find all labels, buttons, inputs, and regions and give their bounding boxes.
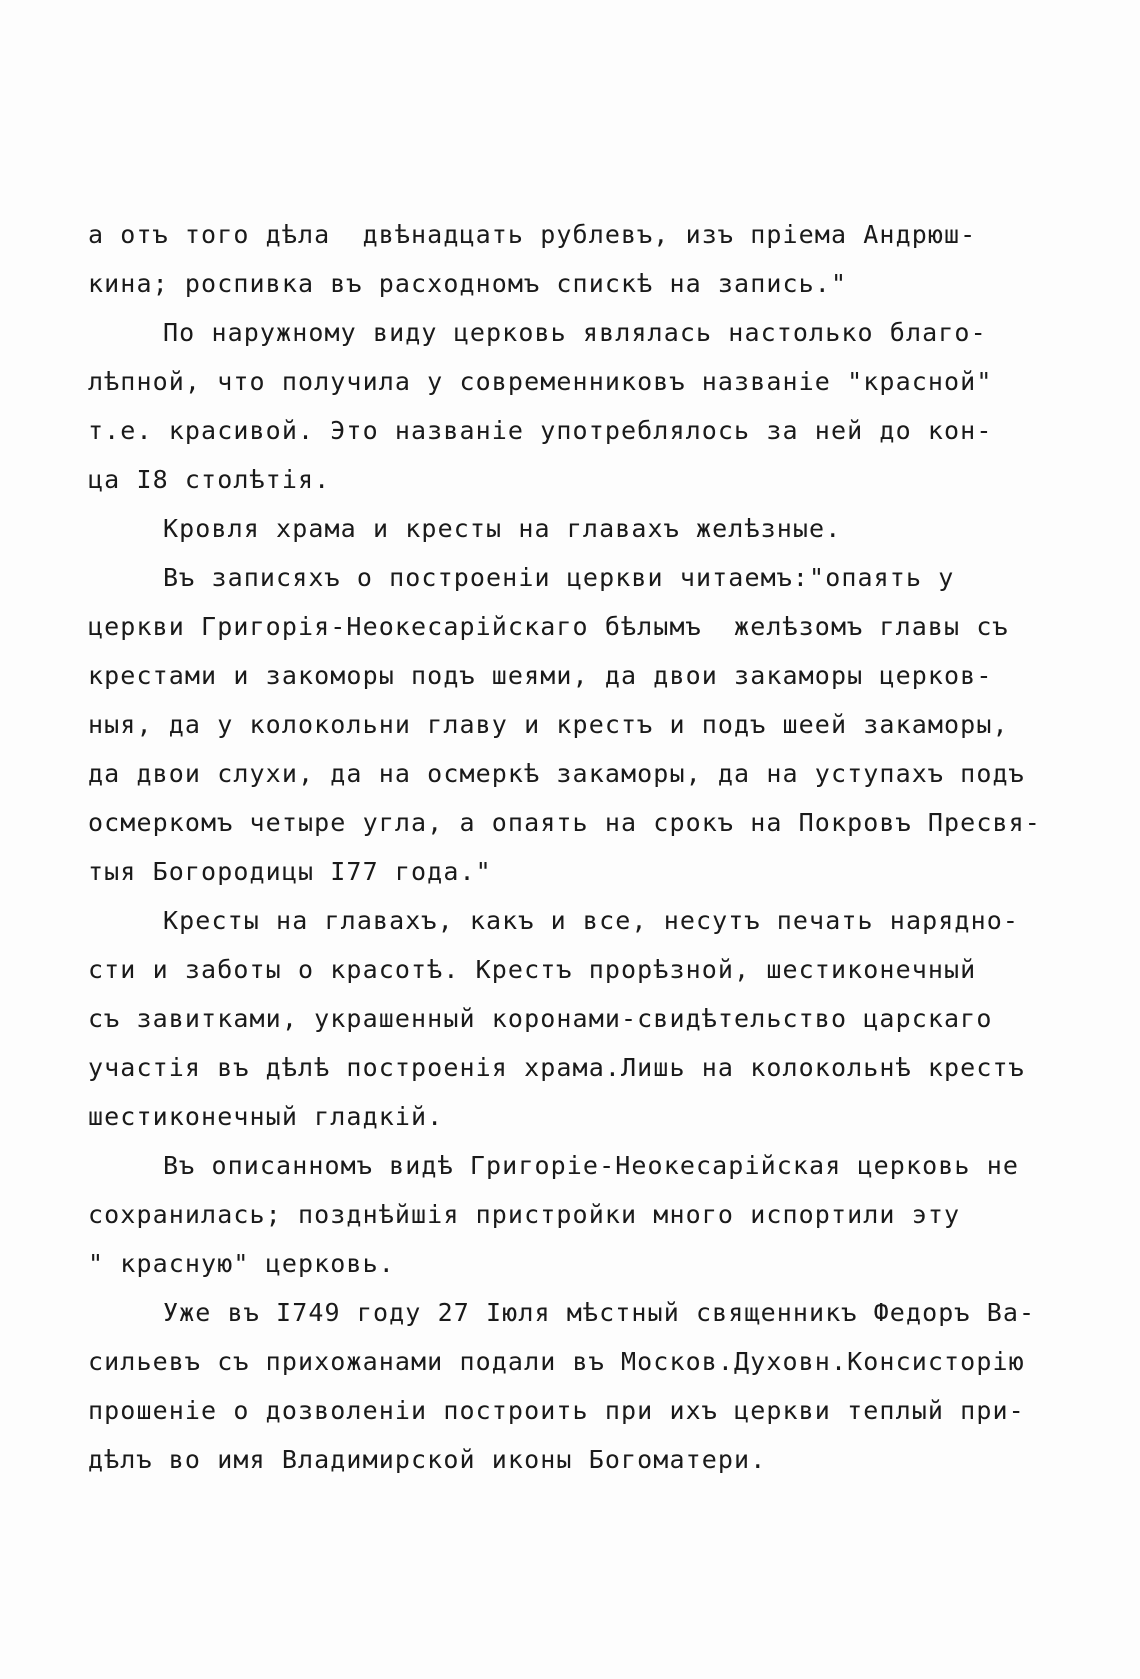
- text-line: осмеркомъ четыре угла, а опаять на срокъ на Покровъ Пресвя-: [88, 808, 1041, 837]
- text-line: Кровля храма и кресты на главахъ желѣзные.: [163, 514, 842, 543]
- text-line: сохранилась; позднѣйшія пристройки много испортили эту: [88, 1200, 961, 1229]
- text-line: Въ описанномъ видѣ Григоріе-Неокесарійская церковь не: [163, 1151, 1020, 1180]
- text-line: сильевъ съ прихожанами подали въ Москов.Духовн.Консисторію: [88, 1347, 1025, 1376]
- text-line: " красную" церковь.: [88, 1249, 395, 1278]
- text-line: да двои слухи, да на осмеркѣ закаморы, да на уступахъ подъ: [88, 759, 1025, 788]
- text-line: прошеніе о дозволеніи построить при ихъ церкви теплый при-: [88, 1396, 1025, 1425]
- document-body: [88, 210, 1068, 1484]
- text-line: участія въ дѣлѣ построенія храма.Лишь на колокольнѣ крестъ: [88, 1053, 1025, 1082]
- text-line: лѣпной, что получила у современниковъ названіе "красной": [88, 367, 993, 396]
- text-line: тыя Богородицы I77 года.": [88, 857, 492, 886]
- text-line: Въ записяхъ о построеніи церкви читаемъ:"опаять у: [163, 563, 955, 592]
- text-line: Уже въ I749 году 27 Іюля мѣстный священникъ Федоръ Ва-: [163, 1298, 1036, 1327]
- text-line: т.е. красивой. Это названіе употреблялось за ней до кон-: [88, 416, 993, 445]
- text-line: съ завитками, украшенный коронами-свидѣтельство царскаго: [88, 1004, 993, 1033]
- text-line: кина; роспивка въ расходномъ спискѣ на запись.": [88, 269, 848, 298]
- text-line: церкви Григорія-Неокесарійскаго бѣлымъ желѣзомъ главы съ: [88, 612, 1009, 641]
- text-line: ца I8 столѣтія.: [88, 465, 331, 494]
- text-line: Кресты на главахъ, какъ и все, несутъ печать нарядно-: [163, 906, 1020, 935]
- text-line: а отъ того дѣла двѣнадцать рублевъ, изъ пріема Андрюш-: [88, 220, 977, 249]
- text-line: ныя, да у колокольни главу и крестъ и подъ шеей закаморы,: [88, 710, 1009, 739]
- text-line: По наружному виду церковь являлась настолько благо-: [163, 318, 987, 347]
- text-line: крестами и закоморы подъ шеями, да двои закаморы церков-: [88, 661, 993, 690]
- text-line: сти и заботы о красотѣ. Крестъ прорѣзной, шестиконечный: [88, 955, 977, 984]
- text-line: дѣлъ во имя Владимирской иконы Богоматери.: [88, 1445, 767, 1474]
- text-line: шестиконечный гладкій.: [88, 1102, 444, 1131]
